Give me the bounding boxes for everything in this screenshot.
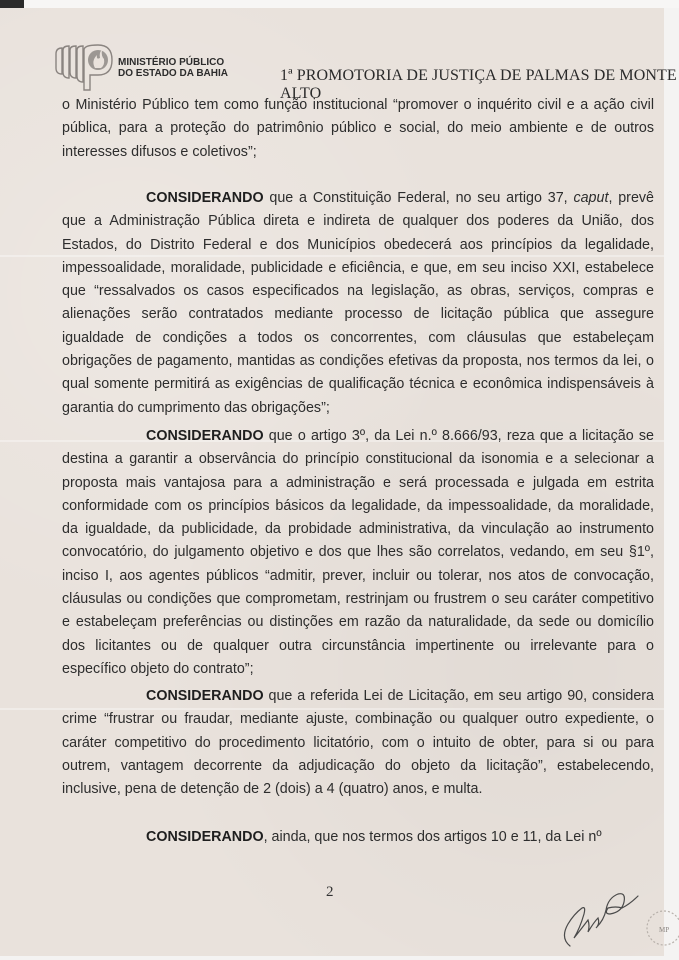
paragraph-text: o Ministério Público tem como função institucional “promover o inquérito civil e a ação civil pública, para a proteção do patrimônio público e social, do meio ambiente e de outros interesses difusos e coletivos”; — [62, 97, 654, 160]
paragraph-considerando-4 — [62, 826, 654, 849]
paragraph-considerando-3 — [62, 685, 654, 801]
mp-logo-icon — [54, 44, 118, 92]
promotoria-heading: 1ª PROMOTORIA DE JUSTIÇA DE PALMAS DE MONTE ALTO — [280, 67, 677, 102]
paragraph-text: que a referida Lei de Licitação, em seu artigo 90, considera crime “frustrar ou fraudar, mediante ajuste, combinação ou qualquer outro expediente, o caráter competitivo do procedimento licitatório, com o intuito de obter, para si ou para outrem, vantagem decorrente da adjudicação do objeto da licitação”, estabelecendo, inclusive, pena de detenção de 2 (dois) a 4 (quatro) anos, e multa. — [62, 688, 654, 798]
considerando-lead: CONSIDERANDO — [146, 428, 264, 444]
institution-line-1: MINISTÉRIO PÚBLICO — [118, 57, 225, 68]
signature-icon — [560, 868, 640, 950]
scan-top-edge — [0, 0, 679, 8]
paragraph-considerando-1 — [62, 187, 654, 420]
considerando-lead: CONSIDERANDO — [146, 190, 264, 206]
italic-term: caput — [573, 190, 609, 206]
scan-corner-shadow — [0, 0, 24, 8]
paragraph-text: , ainda, que nos termos dos artigos 10 e 11, da Lei nº — [263, 829, 602, 845]
considerando-lead: CONSIDERANDO — [146, 829, 264, 845]
stamp-text: MP — [659, 926, 670, 934]
considerando-lead: CONSIDERANDO — [146, 688, 264, 704]
paragraph-continuation — [62, 94, 654, 164]
paragraph-text: , prevê que a Administração Pública direta e indireta de qualquer dos poderes da União, dos Estados, do Distrito Federal e dos Municípios obedecerá aos princípios da legalidade, impessoalidade, moralidade, publicidade e eficiência, e que, em seu inciso XXI, estabelece que “ressalvados os casos especificados na legislação, as obras, serviços, compras e alienações serão contratados mediante processo de licitação pública que assegure igualdade de condições a todos os concorrentes, com cláusulas que estabeleçam obrigações de pagamento, mantidas as condições efetivas da proposta, nos termos da lei, o qual somente permitirá as exigências de qualificação técnica e econômica indispensáveis à garantia do cumprimento das obrigações”; — [62, 190, 654, 416]
official-stamp-icon — [640, 906, 679, 950]
paragraph-considerando-2 — [62, 425, 654, 681]
paragraph-text: que o artigo 3º, da Lei n.º 8.666/93, reza que a licitação se destina a garantir a observância do princípio constitucional da isonomia e a selecionar a proposta mais vantajosa para a administração e será processada e julgada em estrita conformidade com os princípios básicos da legalidade, da impessoalidade, da moralidade, da igualdade, da publicidade, da probidade administrativa, da vinculação ao instrumento convocatório, do julgamento objetivo e dos que lhes são correlatos, vedando, em seu §1º, inciso I, aos agentes públicos “admitir, prever, incluir ou tolerar, nos atos de convocação, cláusulas ou condições que comprometam, restrinjam ou frustrem o seu caráter competitivo e estabeleçam preferências ou distinções em razão da naturalidade, da sede ou domicílio dos licitantes ou de qualquer outra circunstância impertinente ou irrelevante para o específico objeto do contrato”; — [62, 428, 654, 677]
page-number: 2 — [326, 884, 334, 900]
paragraph-text: que a Constituição Federal, no seu artigo 37, — [263, 190, 574, 206]
institution-line-2: DO ESTADO DA BAHIA — [118, 68, 228, 79]
institution-name — [118, 57, 228, 79]
